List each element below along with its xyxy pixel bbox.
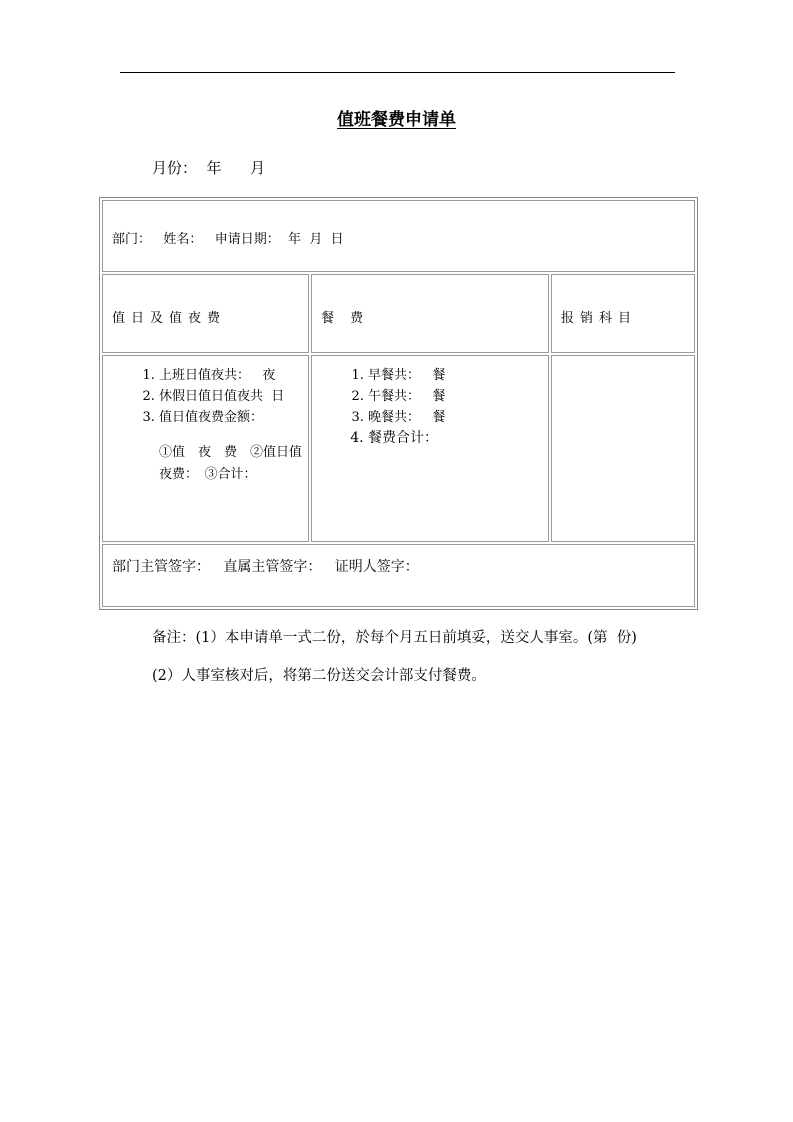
form-title [0, 105, 793, 130]
top-rule [120, 72, 675, 73]
duty-amount-note: ①值 夜 费 ②值日值夜费： ③合计： [159, 445, 303, 482]
meal-item: 3. 晚餐共： 餐 [368, 407, 548, 428]
duty-fee-header-text: 值日及值夜费 [112, 311, 227, 326]
meal-item: 4. 餐费合计： [368, 428, 548, 449]
duty-item: 3. 值日值夜费金额： [159, 407, 308, 428]
duty-fee-cell[interactable] [102, 355, 309, 542]
form-title-text: 值班餐费申请单 [337, 110, 456, 130]
meal-item: 2. 午餐共： 餐 [368, 386, 548, 407]
note-line-2: (2）人事室核对后，将第二份送交会计部支付餐费。 [152, 668, 486, 684]
account-header-text: 报销科目 [561, 311, 638, 326]
meal-fee-header [311, 274, 549, 353]
signature-cell[interactable] [102, 544, 695, 607]
month-line: 月份： 年 月 [152, 159, 266, 177]
note-line-1: 备注：(1）本申请单一式二份，於每个月五日前填妥，送交人事室。(第 份) [152, 630, 637, 646]
meal-fee-cell[interactable] [311, 355, 549, 542]
duty-item: 1. 上班日值夜共： 夜 [159, 365, 308, 386]
account-cell[interactable] [551, 355, 695, 542]
duty-item: 2. 休假日值日值夜共 日 [159, 386, 308, 407]
meal-items-list [312, 365, 548, 449]
applicant-info-text: 部门： 姓名： 申请日期： 年 月 日 [112, 232, 344, 247]
account-header [551, 274, 695, 353]
applicant-info-cell[interactable] [102, 200, 695, 272]
meal-fee-header-text: 餐 费 [321, 311, 370, 326]
meal-item: 1. 早餐共： 餐 [368, 365, 548, 386]
application-form-table [99, 197, 698, 610]
duty-fee-header [102, 274, 309, 353]
duty-items-list [103, 365, 308, 428]
signature-text: 部门主管签字： 直属主管签字： 证明人签字： [112, 559, 419, 575]
